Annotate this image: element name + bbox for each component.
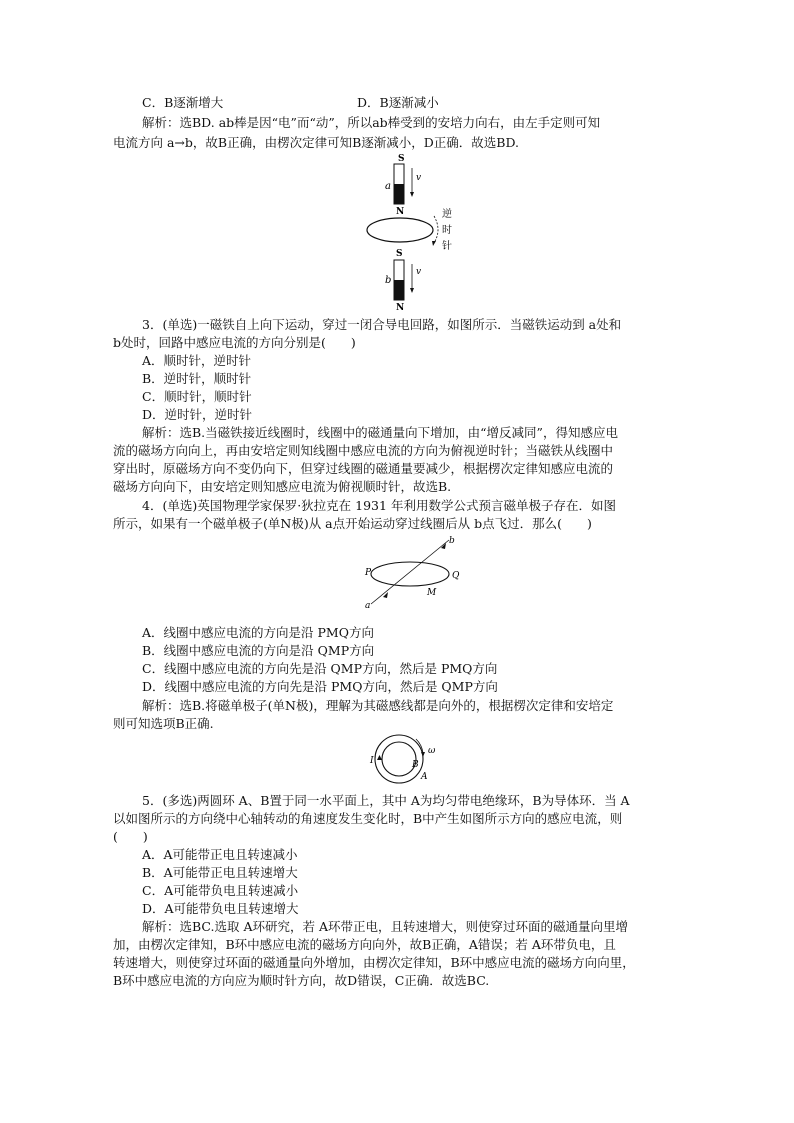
q3-answer: 解析：选B.当磁铁接近线圈时，线圈中的磁通量向下增加，由“增反减同”，得知感应电 (142, 425, 618, 440)
q3-answer: 流的磁场方向向上，再由安培定则知线圈中感应电流的方向为俯视逆时针；当磁铁从线圈中 (113, 443, 614, 458)
q4-answer: 则可知选项B正确. (113, 716, 214, 731)
q5-option: B．A可能带正电且转速增大 (142, 865, 298, 880)
loop-ellipse (367, 218, 433, 242)
monopole-path (371, 540, 449, 604)
q3-answer: 穿出时，原磁场方向不变仍向下，但穿过线圈的磁通量要减少，根据楞次定律知感应电流的 (113, 461, 614, 476)
pole-n-bottom: N (396, 303, 405, 313)
rotation-char: 时 (442, 225, 452, 236)
ring-b-label: B (412, 760, 419, 770)
coil-ellipse (371, 562, 449, 586)
answer-line: 解析：选BD. ab棒是因“电”而“动”，所以ab棒受到的安培力向右，由左手定则可知 (142, 115, 601, 130)
current-i-label: I (370, 756, 374, 766)
q3-answer: 磁场方向向下，由安培定则知感应电流为俯视顺时针，故选B. (113, 479, 452, 494)
q4-option: A．线圈中感应电流的方向是沿 PMQ方向 (142, 625, 374, 640)
velocity-label: v (416, 173, 422, 183)
q4-option: D．线圈中感应电流的方向先是沿 PMQ方向，然后是 QMP方向 (142, 679, 498, 694)
q5-answer: 加，由楞次定律知，B环中感应电流的磁场方向向外，故B正确，A错误；若 A环带负电，且 (113, 937, 616, 952)
question-3-stem: 3．(单选)一磁铁自上向下运动，穿过一闭合导电回路，如图所示．当磁铁运动到 a处和 (142, 317, 622, 332)
label-m: M (427, 588, 437, 598)
answer-line: 电流方向 a→b，故B正确，由楞次定律可知B逐渐减小，D正确．故选BD. (113, 135, 520, 150)
question-4-stem: 所示，如果有一个磁单极子(单N极)从 a点开始运动穿过线圈后从 b点飞过．那么( ) (113, 516, 592, 531)
point-b-label: b (385, 275, 392, 286)
concentric-rings-figure (366, 733, 456, 785)
pole-n-top: N (396, 207, 405, 217)
ring-a-label: A (421, 772, 428, 782)
q3-option: D．逆时针，逆时针 (142, 407, 253, 422)
question-5-stem: ( ) (113, 829, 148, 844)
q3-option: A．顺时针，逆时针 (142, 353, 252, 368)
q5-answer: B环中感应电流的方向应为顺时针方向，故D错误，C正确．故选BC. (113, 973, 490, 988)
q5-option: A．A可能带正电且转速减小 (142, 847, 298, 862)
question-5-stem: 5．(多选)两圆环 A、B置于同一水平面上，其中 A为均匀带电绝缘环，B为导体环．当 A (142, 793, 630, 808)
q3-option: C．顺时针，顺时针 (142, 389, 252, 404)
q4-option: C．线圈中感应电流的方向先是沿 QMP方向，然后是 PMQ方向 (142, 661, 498, 676)
label-b: b (449, 536, 455, 546)
question-4-stem: 4．(单选)英国物理学家保罗·狄拉克在 1931 年利用数学公式预言磁单极子存在．如图 (142, 498, 616, 513)
q5-answer: 解析：选BC.选取 A环研究，若 A环带正电，且转速增大，则使穿过环面的磁通量向里增 (142, 919, 629, 934)
q4-answer: 解析：选B.将磁单极子(单N极)，理解为其磁感线都是向外的，根据楞次定律和安培定 (142, 698, 614, 713)
label-p: P (365, 568, 372, 578)
pole-s-top: S (398, 154, 405, 164)
pole-s-bottom: S (396, 249, 403, 259)
point-a-label: a (385, 181, 391, 192)
label-a: a (365, 601, 371, 611)
q3-option: B．逆时针，顺时针 (142, 371, 252, 386)
monopole-loop-figure (355, 534, 465, 612)
rotation-char: 针 (442, 241, 452, 252)
q5-option: D．A可能带负电且转速增大 (142, 901, 299, 916)
omega-label: ω (428, 746, 436, 756)
magnet-loop-figure (370, 150, 470, 314)
rotation-arrow (434, 216, 438, 243)
q4-option: B．线圈中感应电流的方向是沿 QMP方向 (142, 643, 375, 658)
question-3-stem: b处时，回路中感应电流的方向分别是( ) (113, 335, 356, 350)
q5-answer: 转速增大，则使穿过环面的磁通量向外增加，由楞次定律知，B环中感应电流的磁场方向向里， (113, 955, 635, 970)
ring-b (382, 742, 416, 776)
question-5-stem: 以如图所示的方向绕中心轴转动的角速度发生变化时，B中产生如图所示方向的感应电流，则 (113, 811, 623, 826)
option-d: D．B逐渐减小 (357, 95, 439, 110)
option-c: C．B逐渐增大 (142, 95, 224, 110)
q5-option: C．A可能带负电且转速减小 (142, 883, 299, 898)
velocity-label: v (416, 267, 422, 277)
rotation-char: 逆 (442, 209, 452, 220)
label-q: Q (452, 571, 460, 581)
